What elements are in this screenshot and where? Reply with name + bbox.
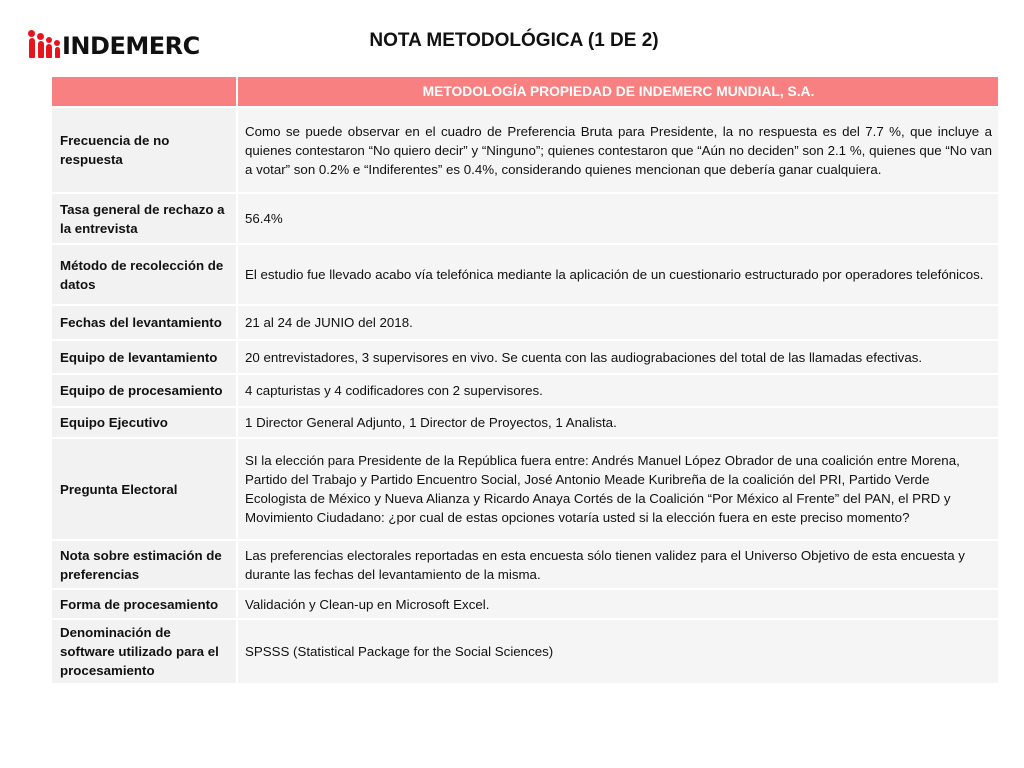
table-row bbox=[52, 439, 998, 539]
row-label: Método de recolección de datos bbox=[52, 245, 236, 304]
row-value: 56.4% bbox=[238, 194, 998, 243]
table-row bbox=[52, 341, 998, 373]
row-label: Equipo de procesamiento bbox=[52, 375, 236, 406]
table-row bbox=[52, 541, 998, 588]
header-empty-cell bbox=[52, 77, 236, 106]
row-label: Tasa general de rechazo a la entrevista bbox=[52, 194, 236, 243]
table-row bbox=[52, 108, 998, 192]
row-value-text: El estudio fue llevado acabo vía telefónica mediante la aplicación de un cuestionario estructurado por operadores telefónicos. bbox=[245, 267, 984, 282]
row-value: 20 entrevistadores, 3 supervisores en vivo. Se cuenta con las audiograbaciones del total de las llamadas efectivas. bbox=[238, 341, 998, 373]
table-row bbox=[52, 375, 998, 406]
row-value: SPSSS (Statistical Package for the Social Sciences) bbox=[238, 620, 998, 683]
row-value-text: Como se puede observar en el cuadro de Preferencia Bruta para Presidente, la no respuesta es del 7.7 %, que incluye a quienes contestaron “No quiero decir” y “Ninguno”; quienes contestaron que “Aún no deciden” son 2.1 %, quienes que “No van a votar” son 0.2% e “Indiferentes” es 0.4%, considerando quienes mencionan que debería ganar cualquiera. bbox=[245, 123, 992, 177]
row-label: Fechas del levantamiento bbox=[52, 306, 236, 339]
table-row bbox=[52, 245, 998, 304]
table-row bbox=[52, 590, 998, 618]
row-label: Equipo de levantamiento bbox=[52, 341, 236, 373]
table-row bbox=[52, 408, 998, 437]
table-row bbox=[52, 306, 998, 339]
methodology-table bbox=[52, 77, 998, 685]
row-value: Validación y Clean-up en Microsoft Excel. bbox=[238, 590, 998, 618]
row-value: 1 Director General Adjunto, 1 Director de Proyectos, 1 Analista. bbox=[238, 408, 998, 437]
row-value: 21 al 24 de JUNIO del 2018. bbox=[238, 306, 998, 339]
table-row bbox=[52, 194, 998, 243]
table-header: METODOLOGÍA PROPIEDAD DE INDEMERC MUNDIAL, S.A. bbox=[238, 77, 998, 106]
row-label: Frecuencia de no respuesta bbox=[52, 108, 236, 192]
page-title: NOTA METODOLÓGICA (1 DE 2) bbox=[369, 30, 659, 51]
logo-text: INDEMERC bbox=[62, 32, 200, 60]
row-value: 4 capturistas y 4 codificadores con 2 supervisores. bbox=[238, 375, 998, 406]
row-value bbox=[238, 245, 998, 304]
table-row bbox=[52, 620, 998, 683]
row-label: Pregunta Electoral bbox=[52, 439, 236, 539]
row-label: Equipo Ejecutivo bbox=[52, 408, 236, 437]
row-value bbox=[238, 108, 998, 192]
row-label: Denominación de software utilizado para el procesamiento bbox=[52, 620, 236, 683]
row-label: Nota sobre estimación de preferencias bbox=[52, 541, 236, 588]
row-value: Las preferencias electorales reportadas en esta encuesta sólo tienen validez para el Universo Objetivo de esta encuesta y durante las fechas del levantamiento de la misma. bbox=[238, 541, 998, 588]
table-header-row bbox=[52, 77, 998, 106]
row-label: Forma de procesamiento bbox=[52, 590, 236, 618]
row-value: SI la elección para Presidente de la República fuera entre: Andrés Manuel López Obrador de una coalición entre Morena, Partido del Trabajo y Partido Encuentro Social, José Antonio Meade Kuribreña de la coalición del PRI, Partido Verde Ecologista de México y Nueva Alianza y Ricardo Anaya Cortés de la Coalición “Por México al Frente” del PAN, el PRD y Movimiento Ciudadano: ¿por cual de estas opciones votaría usted si la elección fuera en este preciso momento? bbox=[238, 439, 998, 539]
